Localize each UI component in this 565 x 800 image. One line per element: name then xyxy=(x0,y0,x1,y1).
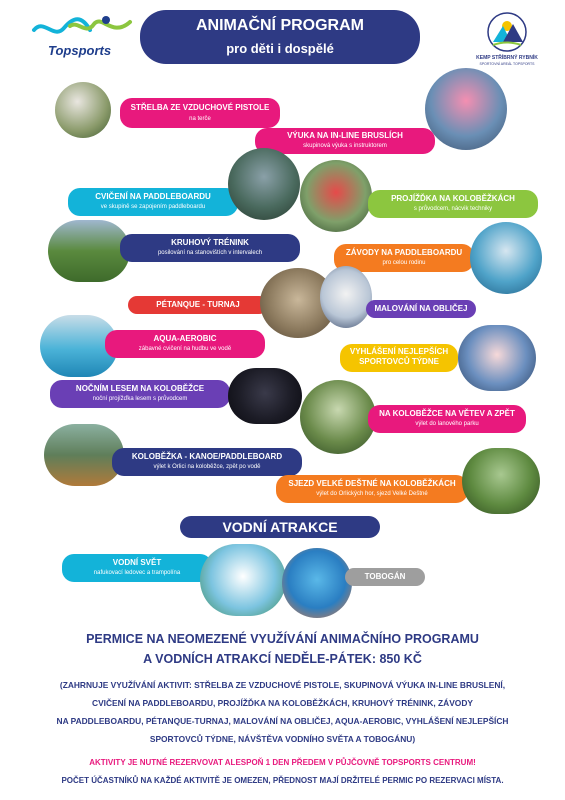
kemp-logo-text: KEMP STŘÍBRNÝ RYBNÍK xyxy=(476,55,538,61)
banner-water-world xyxy=(62,554,212,582)
activity-subtitle: výlet do Orlických hor, sjezd Velké Deštné xyxy=(316,491,428,497)
permit-includes-2: CVIČENÍ NA PADDLEBOARDU, PROJÍŽĎKA NA KOLOBĚŽKÁCH, KRUHOVÝ TRÉNINK, ZÁVODY xyxy=(92,698,473,708)
activity-subtitle: výlet k Orlici na koloběžce, zpět po vodě xyxy=(153,464,261,470)
activity-title: AQUA-AEROBIC xyxy=(153,334,217,343)
activity-subtitle: noční projížďka lesem s průvodcem xyxy=(92,396,188,402)
activity-title: SJEZD VELKÉ DEŠTNÉ NA KOLOBĚŽKÁCH xyxy=(288,479,456,488)
brand-left: Topsports xyxy=(48,43,112,58)
photo-deštné xyxy=(462,448,540,514)
photo-circuit xyxy=(48,220,130,282)
permit-includes-4: SPORTOVCŮ TÝDNE, NÁVŠTĚVA VODNÍHO SVĚTA A TOBOGÁNU) xyxy=(149,734,416,744)
kemp-logo-subtext: SPORTOVNÍ AREÁL TOPSPORTS xyxy=(479,62,535,66)
mountain-logo-icon xyxy=(487,12,527,52)
photo-inline xyxy=(425,68,507,150)
banner-deštné xyxy=(276,475,468,503)
activity-title: TOBOGÁN xyxy=(364,572,406,581)
activity-title: MALOVÁNÍ NA OBLIČEJ xyxy=(374,304,468,313)
banner-inline xyxy=(255,128,435,154)
photo-scooter-ride xyxy=(300,160,372,232)
permit-headline-1: PERMICE NA NEOMEZENÉ VYUŽÍVÁNÍ ANIMAČNÍHO PROGRAMU xyxy=(86,632,479,646)
topsports-swirl-icon xyxy=(30,12,135,44)
activity-subtitle: nafukovací ledovec a trampolína xyxy=(93,570,181,576)
permit-includes-3: NA PADDLEBOARDU, PÉTANQUE-TURNAJ, MALOVÁNÍ NA OBLIČEJ, AQUA-AEROBIC, VYHLÁŠENÍ NEJLEPŠÍCH xyxy=(56,716,509,726)
activity-title: ZÁVODY NA PADDLEBOARDU xyxy=(345,248,463,257)
activity-title: VYHLÁŠENÍ NEJLEPŠÍCH SPORTOVCŮ TÝDNE xyxy=(349,347,449,366)
activity-subtitle: ve skupině se zapojením paddleboardu xyxy=(100,204,206,210)
banner-night-scooter xyxy=(50,380,230,408)
activity-title: PROJÍŽĎKA NA KOLOBĚŽKÁCH xyxy=(391,194,515,203)
banner-aqua-aerobic xyxy=(105,330,265,358)
page-title: ANIMAČNÍ PROGRAM xyxy=(196,17,364,34)
topsports-logo xyxy=(30,10,140,65)
banner-face-painting xyxy=(366,300,476,318)
kemp-logo xyxy=(472,12,542,74)
activity-title: KOLOBĚŽKA - KANOE/PADDLEBOARD xyxy=(131,452,283,461)
activity-subtitle: zábavné cvičení na hudbu ve vodě xyxy=(138,346,232,352)
photo-pistol xyxy=(55,82,111,138)
water-section-title: VODNÍ ATRAKCE xyxy=(180,516,380,538)
banner-circuit xyxy=(120,234,300,262)
activity-title: VODNÍ SVĚT xyxy=(112,558,162,567)
banner-petanque xyxy=(128,296,268,314)
activity-subtitle: na terče xyxy=(189,116,211,122)
photo-water-world xyxy=(200,544,286,616)
photo-face-painting xyxy=(320,266,372,328)
banner-paddleboard-exercise xyxy=(68,188,238,216)
activity-title: CVIČENÍ NA PADDLEBOARDU xyxy=(95,192,211,201)
photo-waterslide xyxy=(282,548,352,618)
photo-rope-park xyxy=(300,380,376,454)
photo-paddleboard-race xyxy=(470,222,542,294)
permit-includes-1: (ZAHRNUJE VYUŽÍVÁNÍ AKTIVIT: STŘELBA ZE VZDUCHOVÉ PISTOLE, SKUPINOVÁ VÝUKA IN-LINE BRUSLENÍ, xyxy=(59,680,506,690)
photo-night-scooter xyxy=(228,368,302,424)
participants-limit: POČET ÚČASTNÍKŮ NA KAŽDÉ AKTIVITĚ JE OMEZEN, PŘEDNOST MAJÍ DRŽITELÉ PERMIC PO REZERVACI MÍSTA. xyxy=(61,776,504,785)
header-banner xyxy=(140,10,420,64)
activity-title: KRUHOVÝ TRÉNINK xyxy=(171,238,249,247)
activity-subtitle: posilování na stanovištích v intervalech xyxy=(157,250,263,256)
activity-title: STŘELBA ZE VZDUCHOVÉ PISTOLE xyxy=(130,103,270,112)
banner-scooter-ride xyxy=(368,190,538,218)
banner-rope-park xyxy=(368,405,526,433)
photo-best-athletes xyxy=(458,325,536,391)
reservation-notice: AKTIVITY JE NUTNÉ REZERVOVAT ALESPOŇ 1 DEN PŘEDEM V PŮJČOVNĚ TOPSPORTS CENTRUM! xyxy=(89,758,476,767)
page-subtitle: pro děti i dospělé xyxy=(226,41,334,56)
banner-best-athletes xyxy=(340,344,458,372)
photo-paddleboard-exercise xyxy=(228,148,300,220)
activity-title: NOČNÍM LESEM NA KOLOBĚŽCE xyxy=(75,384,205,393)
activity-subtitle: výlet do lanového parku xyxy=(415,421,479,427)
activity-subtitle: pro celou rodinu xyxy=(382,260,426,266)
banner-pistol xyxy=(120,98,280,128)
banner-waterslide xyxy=(345,568,425,586)
activity-title: PÉTANQUE - TURNAJ xyxy=(156,300,240,309)
activity-title: VÝUKA NA IN-LINE BRUSLÍCH xyxy=(287,131,403,140)
activity-subtitle: s průvodcem, nácvik techniky xyxy=(413,206,493,212)
activity-title: NA KOLOBĚŽCE NA VĚTEV A ZPĚT xyxy=(379,409,515,418)
banner-scooter-kayak xyxy=(112,448,302,476)
activity-subtitle: skupinová výuka s instruktorem xyxy=(303,143,387,149)
permit-headline-2: A VODNÍCH ATRAKCÍ NEDĚLE-PÁTEK: 850 KČ xyxy=(143,652,422,666)
